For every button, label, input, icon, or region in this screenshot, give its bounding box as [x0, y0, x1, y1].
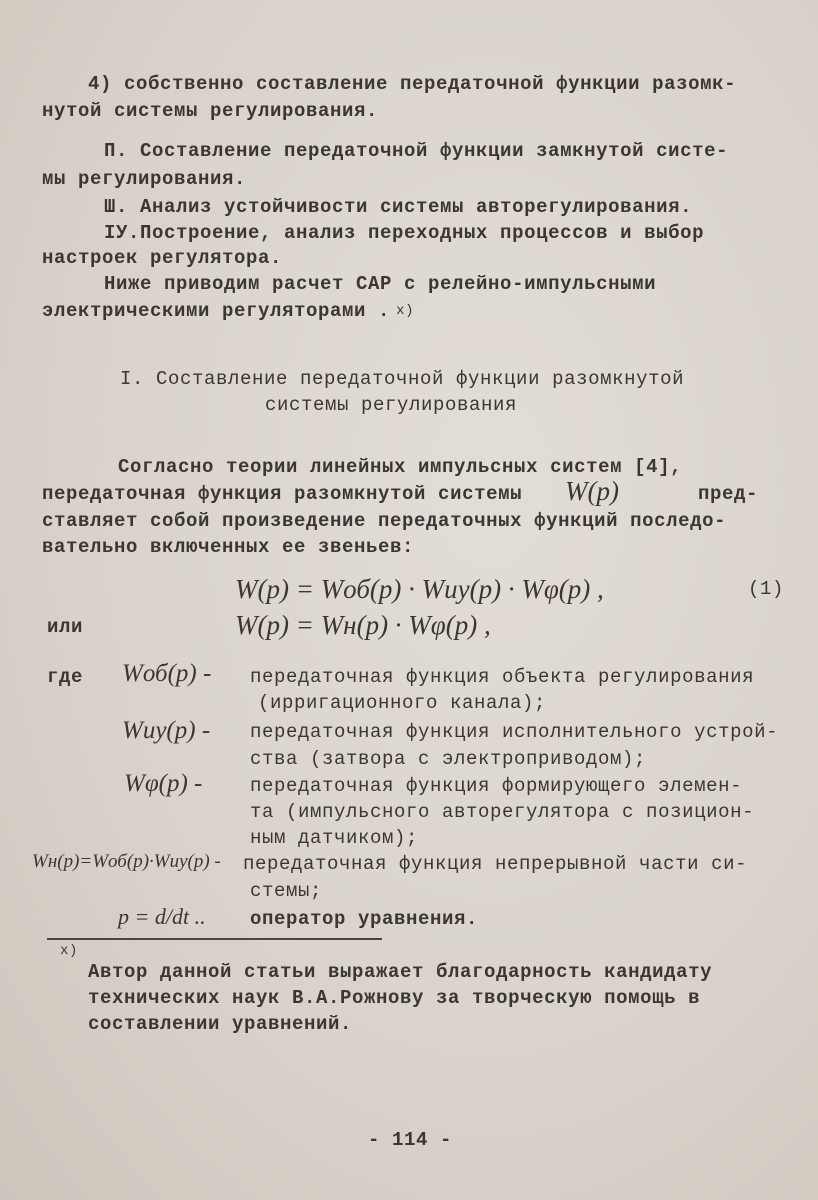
item2-line2: мы регулирования.	[42, 168, 247, 190]
def-text: (ирригационного канала);	[258, 692, 547, 714]
item3: Ш. Анализ устойчивости системы авторегулирования.	[104, 196, 693, 218]
item2-line1: П. Составление передаточной функции замкнутой систе-	[104, 140, 729, 162]
equation-1-number: (1)	[748, 578, 785, 600]
section-heading-line2: системы регулирования	[265, 394, 518, 416]
def-text: ства (затвора с электроприводом);	[250, 748, 647, 770]
def-symbol-continuous: Wн(p)=Wоб(p)·Wиу(p) -	[32, 851, 221, 872]
footnote-divider	[47, 938, 382, 940]
def-text: стемы;	[250, 880, 323, 902]
def-text: ным датчиком);	[250, 827, 419, 849]
section-heading-line1: I. Составление передаточной функции разомкнутой	[120, 368, 685, 390]
footnote-ref-mark: x)	[396, 303, 415, 319]
footnote-mark: x)	[60, 943, 79, 959]
item4-line1: 4) собственно составление передаточной функции разомк-	[88, 73, 737, 95]
paragraph-line3: ставляет собой произведение передаточных функций последо-	[42, 510, 727, 532]
def-symbol-operator: p = d/dt ..	[118, 904, 206, 929]
calc-line2-row	[42, 302, 414, 321]
where-label: где	[47, 666, 84, 688]
paragraph-line4: вательно включенных ее звеньев:	[42, 536, 415, 558]
footnote-line1: Автор данной статьи выражает благодарность кандидату	[88, 961, 713, 983]
def-symbol-object: Wоб(p) -	[122, 660, 212, 687]
def-symbol-forming: Wφ(p) -	[124, 770, 203, 797]
or-label: или	[47, 616, 84, 638]
def-text: оператор уравнения.	[250, 908, 479, 930]
equation-1: W(p) = Wоб(p) · Wиу(p) · Wφ(p) ,	[235, 574, 604, 604]
def-symbol-actuator: Wиу(p) -	[122, 717, 211, 744]
item4b-line2: настроек регулятора.	[42, 247, 283, 269]
page-number: - 114 -	[368, 1129, 453, 1151]
def-text: передаточная функция объекта регулирования	[250, 666, 755, 688]
def-text: передаточная функция непрерывной части си-	[243, 853, 748, 875]
item4-line2: нутой системы регулирования.	[42, 100, 379, 122]
footnote-line3: составлении уравнений.	[88, 1013, 353, 1035]
footnote-line2: технических наук В.А.Рожнову за творческую помощь в	[88, 987, 701, 1009]
item4b-line1: IУ.Построение, анализ переходных процессов и выбор	[104, 222, 705, 244]
paragraph-line2: передаточная функция разомкнутой системы	[42, 483, 523, 505]
def-text: та (импульсного авторегулятора с позицион-	[250, 801, 755, 823]
paragraph-formula-w: W(p)	[565, 476, 619, 506]
paragraph-line1: Согласно теории линейных импульсных систем [4],	[118, 456, 683, 478]
def-text: передаточная функция исполнительного устрой-	[250, 721, 779, 743]
equation-2: W(p) = Wн(p) · Wφ(p) ,	[235, 610, 491, 640]
calc-line2: электрическими регуляторами .	[42, 300, 391, 322]
paragraph-line2-end: пред-	[698, 483, 759, 505]
calc-line1: Ниже приводим расчет САР с релейно-импульсными	[104, 273, 657, 295]
def-text: передаточная функция формирующего элемен-	[250, 775, 743, 797]
